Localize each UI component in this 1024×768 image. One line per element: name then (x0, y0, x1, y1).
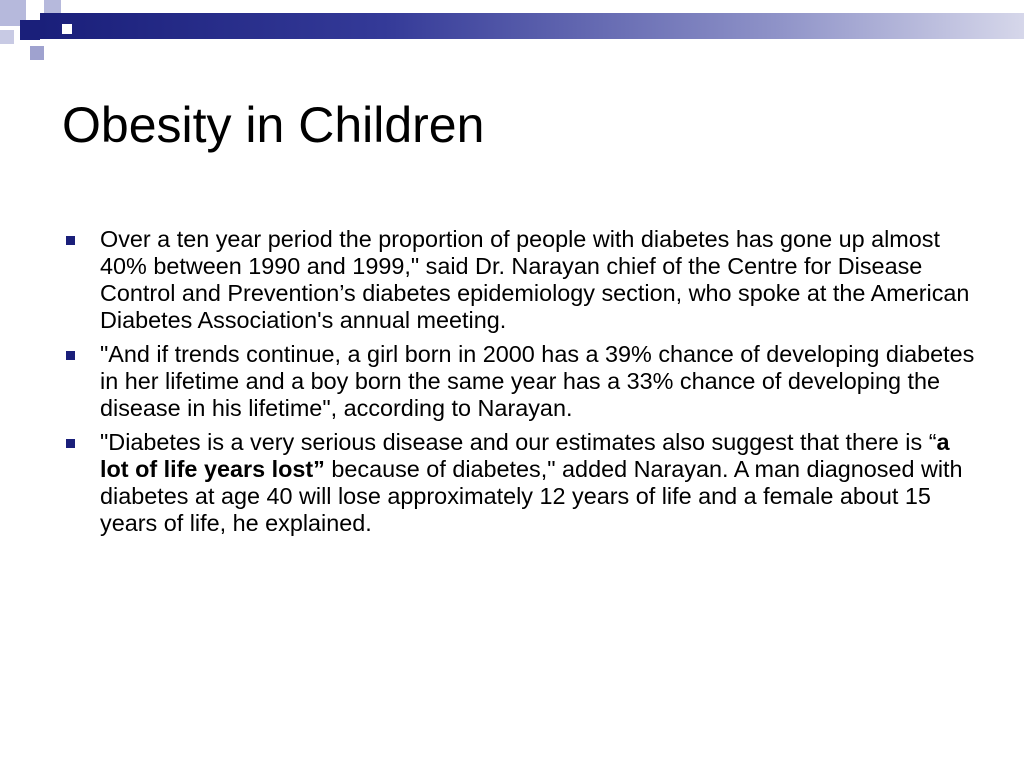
square-bullet-icon (66, 236, 75, 245)
square-bullet-icon (66, 351, 75, 360)
decorative-square (30, 46, 44, 60)
bullet-text (100, 429, 963, 536)
bullet-text-emphasis: a lot of life years lost” (100, 429, 950, 482)
bullet-text-start: "Diabetes is a very serious disease and our estimates also suggest that there is “ (100, 429, 937, 455)
bullet-text: Over a ten year period the proportion of people with diabetes has gone up almost 40% between 1990 and 1999," said Dr. Narayan chief of the Centre for Disease Control and Prevention’s diabetes epidemiology section, who spoke at the American Diabetes Association's annual meeting. (100, 226, 970, 333)
bullet-text: "And if trends continue, a girl born in 2000 has a 39% chance of developing diabetes in her lifetime and a boy born the same year has a 33% chance of developing the disease in his lifetime", according to Narayan. (100, 341, 975, 421)
decorative-square (62, 24, 72, 34)
bullet-text-end: because of diabetes," added Narayan. A man diagnosed with diabetes at age 40 will lose approximately 12 years of life and a female about 15 years of life, he explained. (100, 456, 963, 536)
header-gradient-bar (40, 13, 1024, 39)
decorative-square (20, 20, 40, 40)
bullet-item (62, 429, 977, 537)
slide-title: Obesity in Children (62, 97, 485, 153)
decorative-square (0, 30, 14, 44)
decorative-square (44, 0, 61, 13)
bullet-item (62, 226, 977, 334)
bullet-list (62, 226, 977, 544)
square-bullet-icon (66, 439, 75, 448)
bullet-item (62, 341, 977, 422)
